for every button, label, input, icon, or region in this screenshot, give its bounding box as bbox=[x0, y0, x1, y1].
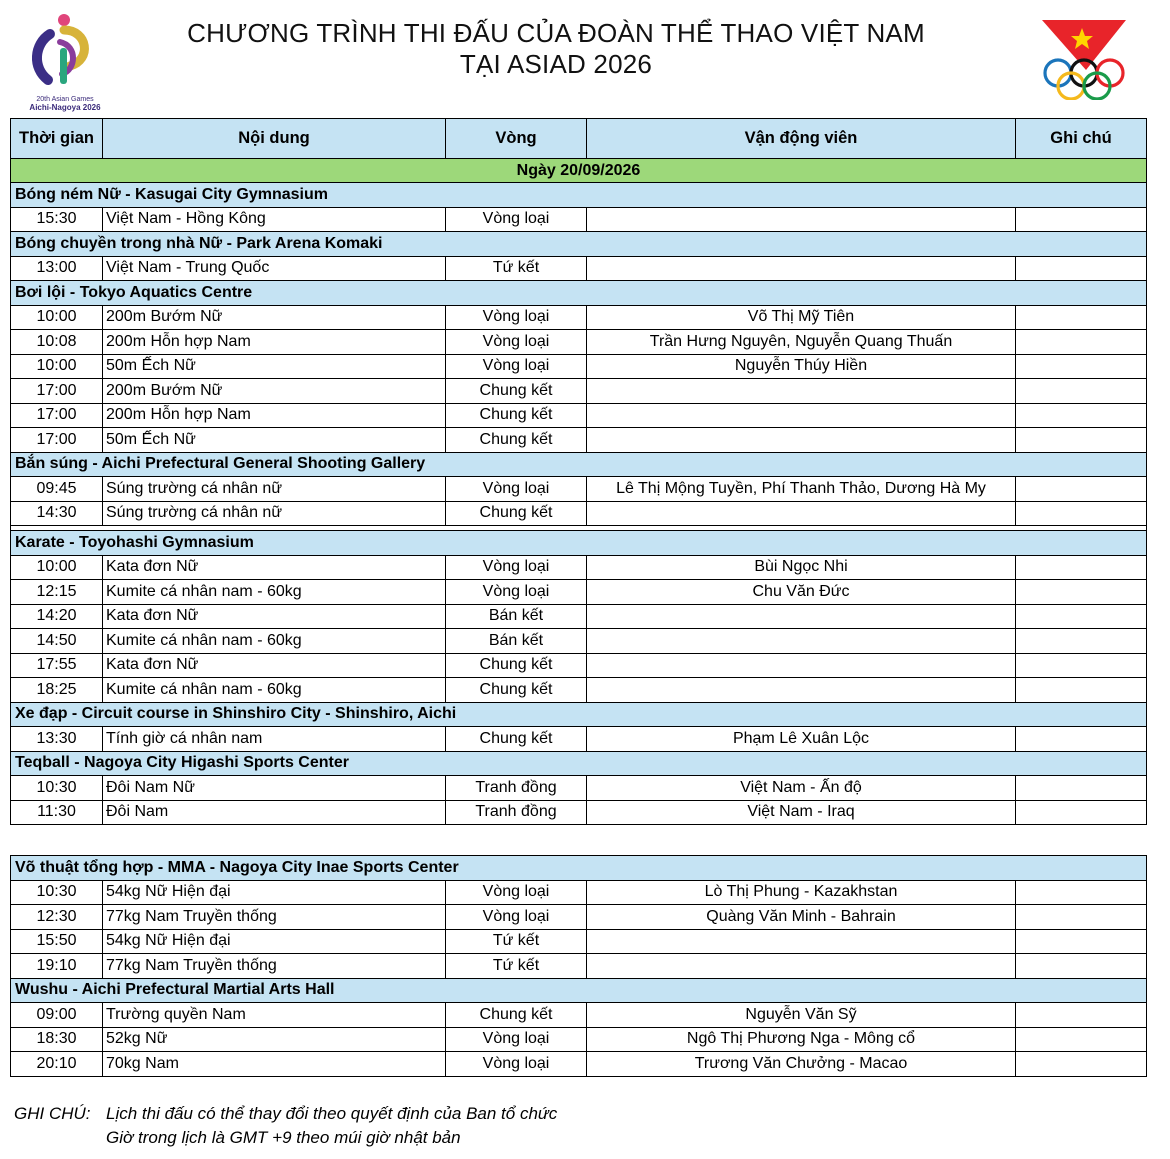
venue-label: Karate - Toyohashi Gymnasium bbox=[11, 531, 1147, 556]
cell-time: 17:00 bbox=[11, 379, 103, 404]
cell-time: 10:00 bbox=[11, 305, 103, 330]
cell-round: Vòng loại bbox=[446, 1052, 587, 1077]
venue-label: Bóng chuyền trong nhà Nữ - Park Arena Komaki bbox=[11, 232, 1147, 257]
cell-time: 17:00 bbox=[11, 403, 103, 428]
title-line-1: CHƯƠNG TRÌNH THI ĐẤU CỦA ĐOÀN THỂ THAO VIỆT NAM bbox=[187, 18, 925, 48]
cell-athletes bbox=[587, 929, 1016, 954]
cell-event: 200m Bướm Nữ bbox=[103, 305, 446, 330]
venue-row bbox=[11, 702, 1147, 727]
cell-note bbox=[1016, 501, 1147, 526]
cell-athletes bbox=[587, 629, 1016, 654]
cell-round: Bán kết bbox=[446, 629, 587, 654]
cell-event: 77kg Nam Truyền thống bbox=[103, 954, 446, 979]
venue-row bbox=[11, 232, 1147, 257]
cell-athletes: Chu Văn Đức bbox=[587, 580, 1016, 605]
venue-row bbox=[11, 978, 1147, 1003]
cell-note bbox=[1016, 330, 1147, 355]
table-row bbox=[11, 305, 1147, 330]
cell-round: Vòng loại bbox=[446, 905, 587, 930]
cell-event: Kumite cá nhân nam - 60kg bbox=[103, 678, 446, 703]
cell-athletes: Việt Nam - Ấn độ bbox=[587, 776, 1016, 801]
cell-round: Tứ kết bbox=[446, 256, 587, 281]
cell-time: 19:10 bbox=[11, 954, 103, 979]
cell-athletes: Ngô Thị Phương Nga - Mông cổ bbox=[587, 1027, 1016, 1052]
cell-event: Súng trường cá nhân nữ bbox=[103, 477, 446, 502]
cell-time: 14:50 bbox=[11, 629, 103, 654]
table-row bbox=[11, 727, 1147, 752]
cell-event: 54kg Nữ Hiện đại bbox=[103, 880, 446, 905]
cell-athletes bbox=[587, 379, 1016, 404]
table-row bbox=[11, 256, 1147, 281]
logo-caption-line1: 20th Asian Games bbox=[36, 96, 94, 103]
cell-note bbox=[1016, 604, 1147, 629]
venue-row bbox=[11, 856, 1147, 881]
cell-round: Tranh đồng bbox=[446, 776, 587, 801]
table-row bbox=[11, 428, 1147, 453]
venue-label: Bơi lội - Tokyo Aquatics Centre bbox=[11, 281, 1147, 306]
schedule-table bbox=[10, 118, 1147, 825]
table-row bbox=[11, 800, 1147, 825]
table-row bbox=[11, 207, 1147, 232]
cell-event: 77kg Nam Truyền thống bbox=[103, 905, 446, 930]
cell-round: Chung kết bbox=[446, 678, 587, 703]
cell-event: 54kg Nữ Hiện đại bbox=[103, 929, 446, 954]
cell-time: 13:00 bbox=[11, 256, 103, 281]
cell-round: Tứ kết bbox=[446, 954, 587, 979]
table-row bbox=[11, 580, 1147, 605]
cell-event: Việt Nam - Trung Quốc bbox=[103, 256, 446, 281]
cell-note bbox=[1016, 305, 1147, 330]
cell-athletes: Trần Hưng Nguyên, Nguyễn Quang Thuấn bbox=[587, 330, 1016, 355]
table-row bbox=[11, 653, 1147, 678]
page-title bbox=[150, 18, 962, 80]
cell-round: Chung kết bbox=[446, 727, 587, 752]
column-header-round: Vòng bbox=[446, 119, 587, 159]
cell-round: Tranh đồng bbox=[446, 800, 587, 825]
cell-event: Kata đơn Nữ bbox=[103, 653, 446, 678]
cell-event: Kumite cá nhân nam - 60kg bbox=[103, 629, 446, 654]
cell-event: 200m Bướm Nữ bbox=[103, 379, 446, 404]
cell-round: Vòng loại bbox=[446, 207, 587, 232]
cell-note bbox=[1016, 1003, 1147, 1028]
cell-note bbox=[1016, 379, 1147, 404]
cell-note bbox=[1016, 727, 1147, 752]
cell-event: Kata đơn Nữ bbox=[103, 555, 446, 580]
table-row bbox=[11, 1027, 1147, 1052]
cell-time: 14:20 bbox=[11, 604, 103, 629]
cell-round: Vòng loại bbox=[446, 555, 587, 580]
logo-caption-line2: Aichi-Nagoya 2026 bbox=[29, 103, 101, 112]
venue-label: Bắn súng - Aichi Prefectural General Shooting Gallery bbox=[11, 452, 1147, 477]
venue-label: Teqball - Nagoya City Higashi Sports Center bbox=[11, 751, 1147, 776]
venue-label: Xe đạp - Circuit course in Shinshiro City - Shinshiro, Aichi bbox=[11, 702, 1147, 727]
cell-note bbox=[1016, 354, 1147, 379]
day-label: Ngày 20/09/2026 bbox=[11, 159, 1147, 183]
cell-time: 14:30 bbox=[11, 501, 103, 526]
cell-note bbox=[1016, 629, 1147, 654]
cell-athletes bbox=[587, 501, 1016, 526]
cell-note bbox=[1016, 555, 1147, 580]
table-row bbox=[11, 354, 1147, 379]
cell-event: Đôi Nam bbox=[103, 800, 446, 825]
footnotes bbox=[14, 1102, 557, 1150]
cell-note bbox=[1016, 428, 1147, 453]
table-row bbox=[11, 905, 1147, 930]
venue-label: Wushu - Aichi Prefectural Martial Arts Hall bbox=[11, 978, 1147, 1003]
table-row bbox=[11, 330, 1147, 355]
cell-time: 12:15 bbox=[11, 580, 103, 605]
column-header-athletes: Vận động viên bbox=[587, 119, 1016, 159]
cell-round: Vòng loại bbox=[446, 354, 587, 379]
table-row bbox=[11, 776, 1147, 801]
cell-athletes bbox=[587, 403, 1016, 428]
cell-athletes: Nguyễn Văn Sỹ bbox=[587, 1003, 1016, 1028]
venue-label: Võ thuật tổng hợp - MMA - Nagoya City Inae Sports Center bbox=[11, 856, 1147, 881]
cell-note bbox=[1016, 776, 1147, 801]
cell-note bbox=[1016, 477, 1147, 502]
cell-time: 10:30 bbox=[11, 880, 103, 905]
table-row bbox=[11, 678, 1147, 703]
cell-round: Chung kết bbox=[446, 1003, 587, 1028]
cell-event: 52kg Nữ bbox=[103, 1027, 446, 1052]
cell-event: Đôi Nam Nữ bbox=[103, 776, 446, 801]
schedule-table-continued bbox=[10, 855, 1147, 1077]
cell-round: Vòng loại bbox=[446, 1027, 587, 1052]
table-header-row bbox=[11, 119, 1147, 159]
cell-event: 200m Hỗn hợp Nam bbox=[103, 403, 446, 428]
cell-event: Trường quyền Nam bbox=[103, 1003, 446, 1028]
column-header-time: Thời gian bbox=[11, 119, 103, 159]
cell-round: Tứ kết bbox=[446, 929, 587, 954]
cell-round: Vòng loại bbox=[446, 477, 587, 502]
cell-athletes bbox=[587, 954, 1016, 979]
cell-round: Chung kết bbox=[446, 653, 587, 678]
cell-round: Vòng loại bbox=[446, 330, 587, 355]
cell-athletes: Võ Thị Mỹ Tiên bbox=[587, 305, 1016, 330]
cell-round: Chung kết bbox=[446, 379, 587, 404]
cell-time: 15:30 bbox=[11, 207, 103, 232]
table-row bbox=[11, 929, 1147, 954]
cell-athletes bbox=[587, 678, 1016, 703]
notes-label: GHI CHÚ: bbox=[14, 1104, 91, 1123]
table-row bbox=[11, 1003, 1147, 1028]
cell-athletes: Trương Văn Chưởng - Macao bbox=[587, 1052, 1016, 1077]
cell-time: 12:30 bbox=[11, 905, 103, 930]
cell-note bbox=[1016, 207, 1147, 232]
note-line-1: Lịch thi đấu có thể thay đổi theo quyết định của Ban tổ chức bbox=[106, 1104, 558, 1123]
cell-note bbox=[1016, 580, 1147, 605]
table-row bbox=[11, 880, 1147, 905]
cell-note bbox=[1016, 880, 1147, 905]
cell-time: 17:55 bbox=[11, 653, 103, 678]
venue-row bbox=[11, 751, 1147, 776]
cell-note bbox=[1016, 954, 1147, 979]
cell-time: 15:50 bbox=[11, 929, 103, 954]
cell-event: Kata đơn Nữ bbox=[103, 604, 446, 629]
cell-round: Vòng loại bbox=[446, 305, 587, 330]
cell-round: Vòng loại bbox=[446, 580, 587, 605]
cell-note bbox=[1016, 929, 1147, 954]
cell-athletes bbox=[587, 256, 1016, 281]
cell-round: Bán kết bbox=[446, 604, 587, 629]
table-row bbox=[11, 1052, 1147, 1077]
cell-note bbox=[1016, 1027, 1147, 1052]
cell-round: Vòng loại bbox=[446, 880, 587, 905]
cell-time: 11:30 bbox=[11, 800, 103, 825]
cell-event: Tính giờ cá nhân nam bbox=[103, 727, 446, 752]
cell-event: Việt Nam - Hồng Kông bbox=[103, 207, 446, 232]
table-row bbox=[11, 403, 1147, 428]
asiad-2026-logo bbox=[20, 8, 110, 114]
cell-time: 17:00 bbox=[11, 428, 103, 453]
cell-time: 09:45 bbox=[11, 477, 103, 502]
cell-athletes bbox=[587, 653, 1016, 678]
cell-note bbox=[1016, 256, 1147, 281]
cell-note bbox=[1016, 905, 1147, 930]
cell-time: 18:25 bbox=[11, 678, 103, 703]
cell-note bbox=[1016, 403, 1147, 428]
cell-round: Chung kết bbox=[446, 428, 587, 453]
venue-row bbox=[11, 183, 1147, 208]
cell-note bbox=[1016, 1052, 1147, 1077]
table-row bbox=[11, 629, 1147, 654]
cell-athletes: Lê Thị Mộng Tuyền, Phí Thanh Thảo, Dương Hà My bbox=[587, 477, 1016, 502]
cell-event: Kumite cá nhân nam - 60kg bbox=[103, 580, 446, 605]
cell-time: 10:08 bbox=[11, 330, 103, 355]
cell-athletes: Lò Thị Phung - Kazakhstan bbox=[587, 880, 1016, 905]
table-row bbox=[11, 379, 1147, 404]
table-row bbox=[11, 555, 1147, 580]
vietnam-olympic-logo bbox=[1038, 16, 1130, 100]
note-line-2: Giờ trong lịch là GMT +9 theo múi giờ nhật bản bbox=[106, 1128, 461, 1147]
cell-event: 200m Hỗn hợp Nam bbox=[103, 330, 446, 355]
venue-label: Bóng ném Nữ - Kasugai City Gymnasium bbox=[11, 183, 1147, 208]
title-line-2: TẠI ASIAD 2026 bbox=[459, 49, 653, 79]
cell-note bbox=[1016, 653, 1147, 678]
table-row bbox=[11, 604, 1147, 629]
column-header-note: Ghi chú bbox=[1016, 119, 1147, 159]
cell-round: Chung kết bbox=[446, 501, 587, 526]
cell-time: 09:00 bbox=[11, 1003, 103, 1028]
cell-time: 18:30 bbox=[11, 1027, 103, 1052]
day-row bbox=[11, 159, 1147, 183]
cell-athletes: Việt Nam - Iraq bbox=[587, 800, 1016, 825]
cell-round: Chung kết bbox=[446, 403, 587, 428]
cell-athletes bbox=[587, 604, 1016, 629]
cell-time: 10:00 bbox=[11, 354, 103, 379]
table-row bbox=[11, 477, 1147, 502]
cell-athletes: Bùi Ngọc Nhi bbox=[587, 555, 1016, 580]
cell-event: 70kg Nam bbox=[103, 1052, 446, 1077]
cell-event: Súng trường cá nhân nữ bbox=[103, 501, 446, 526]
cell-time: 20:10 bbox=[11, 1052, 103, 1077]
venue-row bbox=[11, 531, 1147, 556]
cell-time: 10:00 bbox=[11, 555, 103, 580]
cell-athletes bbox=[587, 207, 1016, 232]
cell-event: 50m Ếch Nữ bbox=[103, 354, 446, 379]
cell-note bbox=[1016, 800, 1147, 825]
venue-row bbox=[11, 281, 1147, 306]
cell-time: 10:30 bbox=[11, 776, 103, 801]
column-header-event: Nội dung bbox=[103, 119, 446, 159]
cell-note bbox=[1016, 678, 1147, 703]
cell-event: 50m Ếch Nữ bbox=[103, 428, 446, 453]
cell-athletes: Phạm Lê Xuân Lộc bbox=[587, 727, 1016, 752]
cell-time: 13:30 bbox=[11, 727, 103, 752]
cell-athletes: Nguyễn Thúy Hiền bbox=[587, 354, 1016, 379]
table-row bbox=[11, 501, 1147, 526]
cell-athletes bbox=[587, 428, 1016, 453]
venue-row bbox=[11, 452, 1147, 477]
cell-athletes: Quàng Văn Minh - Bahrain bbox=[587, 905, 1016, 930]
table-row bbox=[11, 954, 1147, 979]
